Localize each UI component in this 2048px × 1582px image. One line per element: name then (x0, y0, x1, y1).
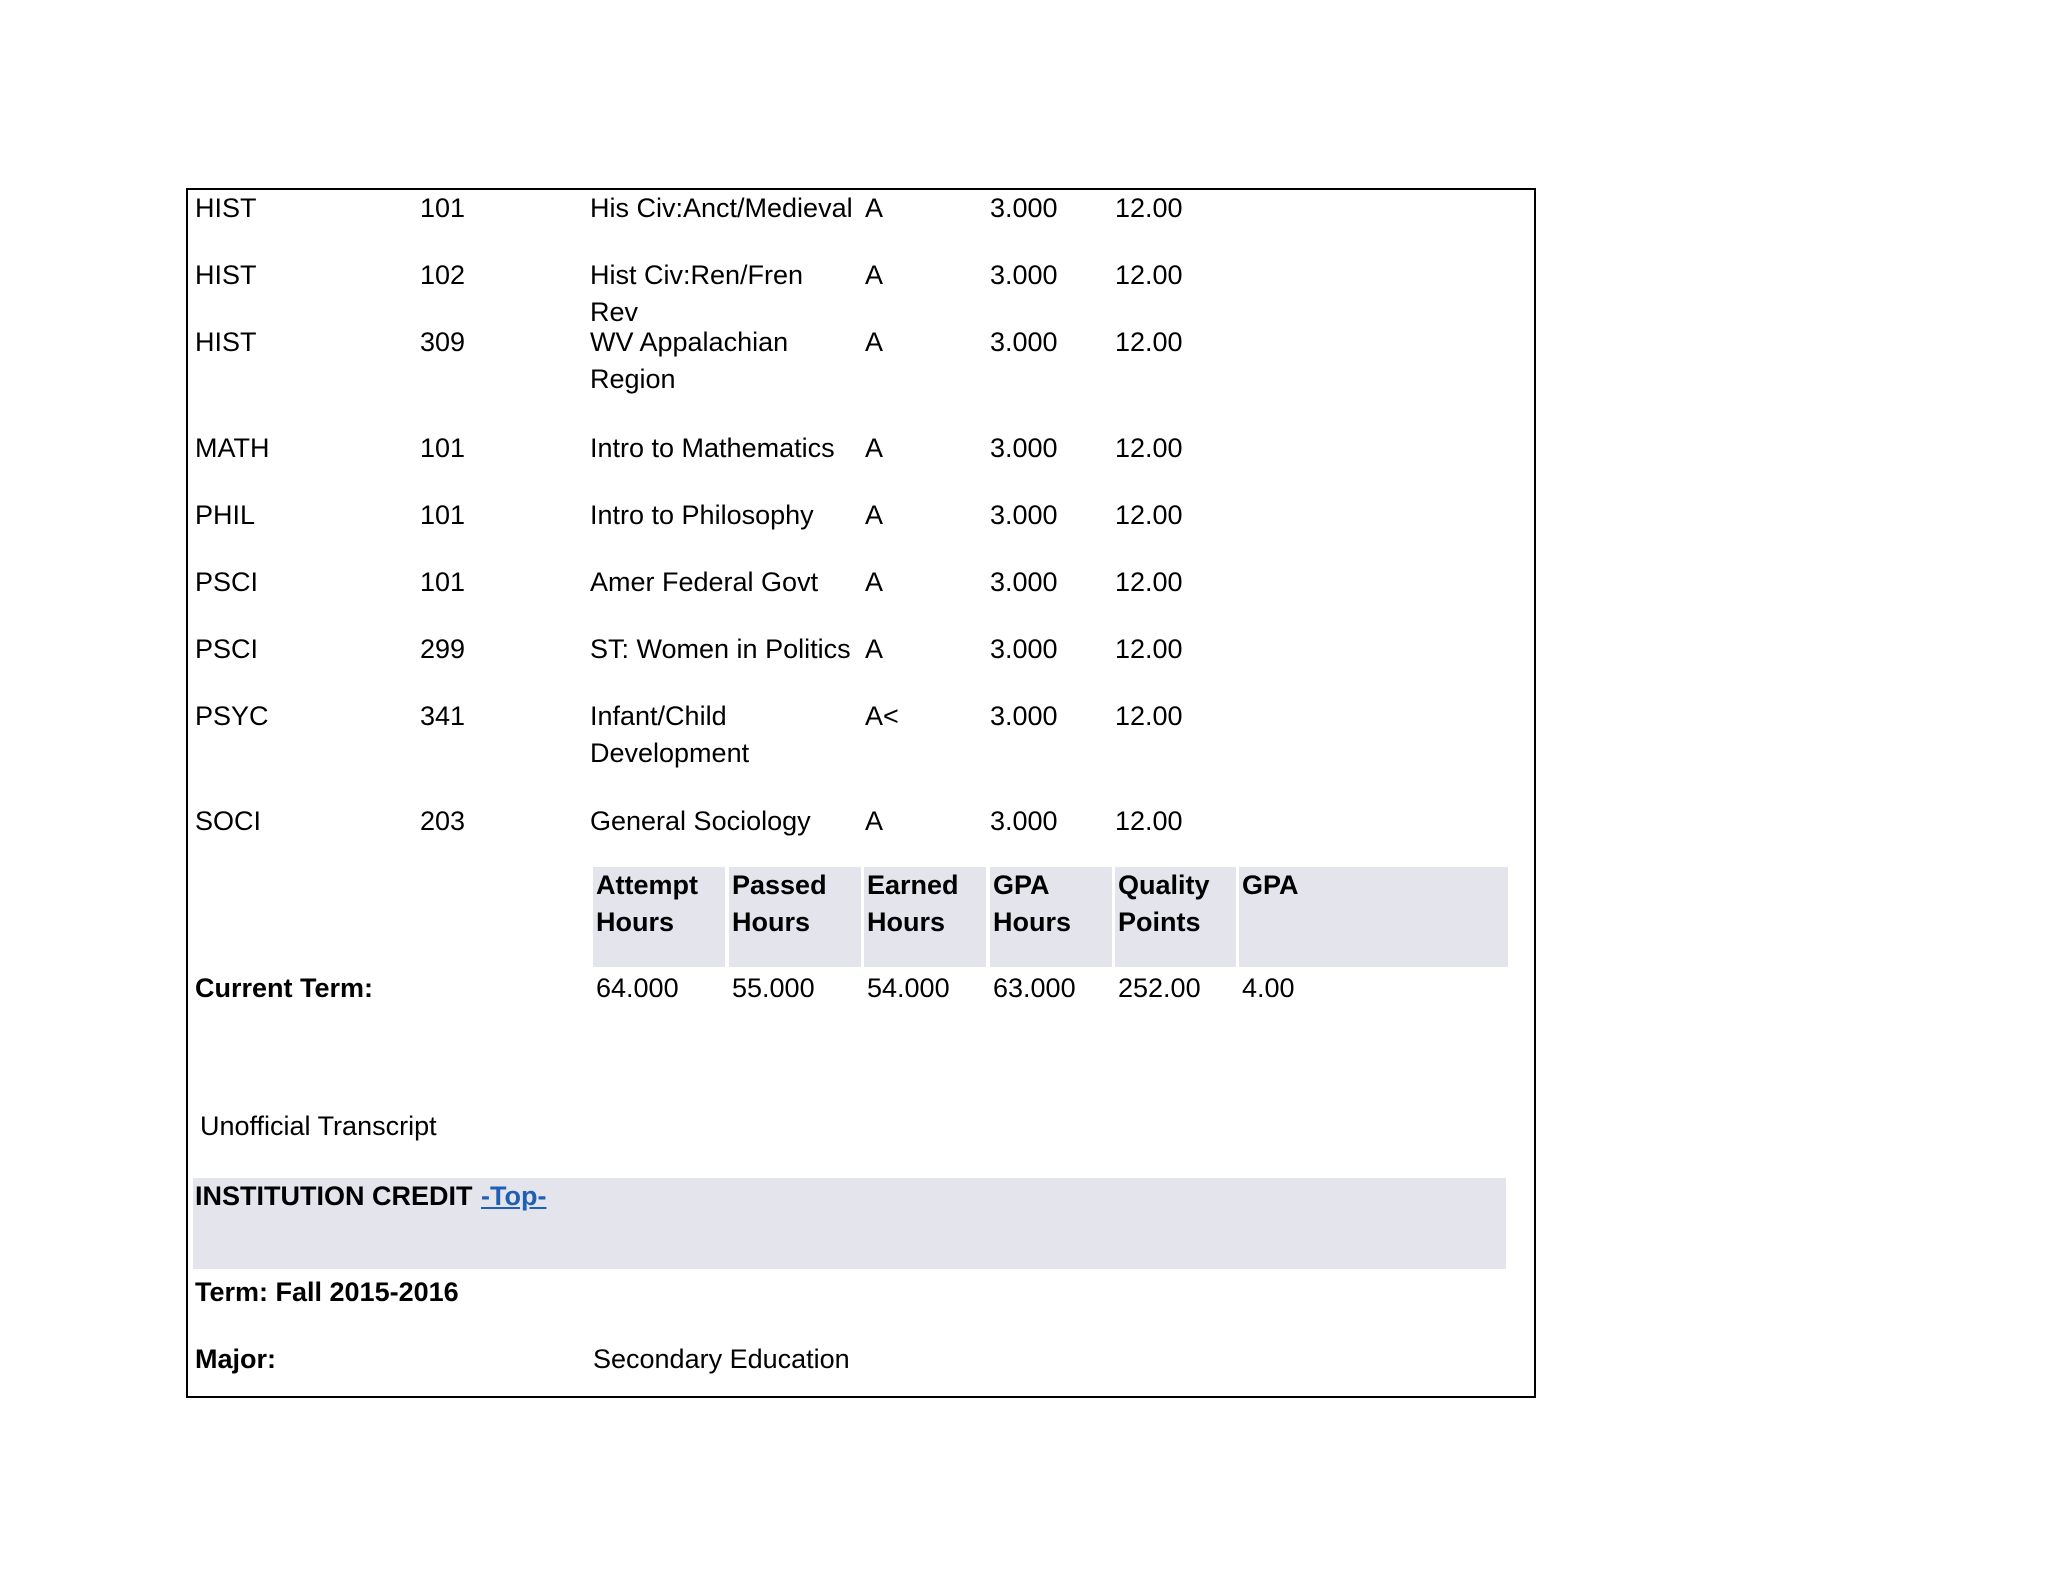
totals-header-label: Passed Hours (732, 870, 827, 937)
course-subject: HIST (195, 260, 257, 290)
term-label: Term: Fall 2015-2016 (195, 1277, 459, 1307)
course-subject: PSCI (195, 634, 259, 664)
course-hours: 3.000 (990, 701, 1058, 731)
course-quality-points: 12.00 (1115, 260, 1183, 290)
course-grade: A (865, 260, 884, 290)
course-title: Intro to Mathematics (590, 433, 835, 463)
course-quality-points: 12.00 (1115, 193, 1183, 223)
course-hours: 3.000 (990, 634, 1058, 664)
top-link[interactable]: -Top- (481, 1181, 547, 1211)
course-number: 341 (420, 701, 466, 731)
course-grade: A (865, 193, 884, 223)
course-title: General Sociology (590, 806, 811, 836)
course-title: WV Appalachian Region (590, 327, 789, 394)
course-grade: A (865, 567, 884, 597)
course-quality-points: 12.00 (1115, 701, 1183, 731)
course-number: 101 (420, 567, 466, 597)
totals-header-label: Quality Points (1118, 870, 1210, 937)
course-title: Intro to Philosophy (590, 500, 814, 530)
course-title: Infant/Child Development (590, 701, 750, 768)
course-number: 203 (420, 806, 466, 836)
course-quality-points: 12.00 (1115, 433, 1183, 463)
course-quality-points: 12.00 (1115, 806, 1183, 836)
course-subject: HIST (195, 327, 257, 357)
totals-value: 64.000 (596, 973, 679, 1003)
totals-value: 63.000 (993, 973, 1076, 1003)
totals-value: 4.00 (1242, 973, 1295, 1003)
course-quality-points: 12.00 (1115, 634, 1183, 664)
course-hours: 3.000 (990, 500, 1058, 530)
course-grade: A (865, 634, 884, 664)
course-grade: A (865, 327, 884, 357)
course-subject: HIST (195, 193, 257, 223)
major-label: Major: (195, 1344, 276, 1374)
course-title: ST: Women in Politics (590, 634, 851, 664)
course-grade: A (865, 433, 884, 463)
totals-header-label: GPA Hours (993, 870, 1072, 937)
totals-header-label: Earned Hours (867, 870, 959, 937)
course-number: 101 (420, 500, 466, 530)
course-hours: 3.000 (990, 433, 1058, 463)
totals-value: 252.00 (1118, 973, 1201, 1003)
course-subject: MATH (195, 433, 270, 463)
course-grade: A (865, 806, 884, 836)
course-grade: A (865, 500, 884, 530)
course-number: 101 (420, 193, 466, 223)
course-quality-points: 12.00 (1115, 500, 1183, 530)
course-title: His Civ:Anct/Medieval (590, 193, 853, 223)
course-number: 102 (420, 260, 466, 290)
course-subject: PHIL (195, 500, 256, 530)
course-quality-points: 12.00 (1115, 567, 1183, 597)
major-value: Secondary Education (593, 1344, 850, 1374)
institution-credit-heading: INSTITUTION CREDIT (195, 1181, 473, 1211)
totals-value: 54.000 (867, 973, 950, 1003)
course-number: 101 (420, 433, 466, 463)
course-hours: 3.000 (990, 327, 1058, 357)
course-subject: PSYC (195, 701, 269, 731)
course-subject: PSCI (195, 567, 259, 597)
course-number: 299 (420, 634, 466, 664)
totals-header-label: GPA (1242, 870, 1299, 900)
course-quality-points: 12.00 (1115, 327, 1183, 357)
totals-header-label: Attempt Hours (596, 870, 698, 937)
course-hours: 3.000 (990, 260, 1058, 290)
course-title: Hist Civ:Ren/Fren Rev (590, 260, 804, 327)
course-title: Amer Federal Govt (590, 567, 819, 597)
course-hours: 3.000 (990, 567, 1058, 597)
course-hours: 3.000 (990, 193, 1058, 223)
course-subject: SOCI (195, 806, 262, 836)
current-term-label: Current Term: (195, 973, 374, 1003)
course-grade: A< (865, 701, 899, 731)
totals-value: 55.000 (732, 973, 815, 1003)
transcript-title: Unofficial Transcript (200, 1111, 437, 1141)
course-hours: 3.000 (990, 806, 1058, 836)
course-number: 309 (420, 327, 466, 357)
